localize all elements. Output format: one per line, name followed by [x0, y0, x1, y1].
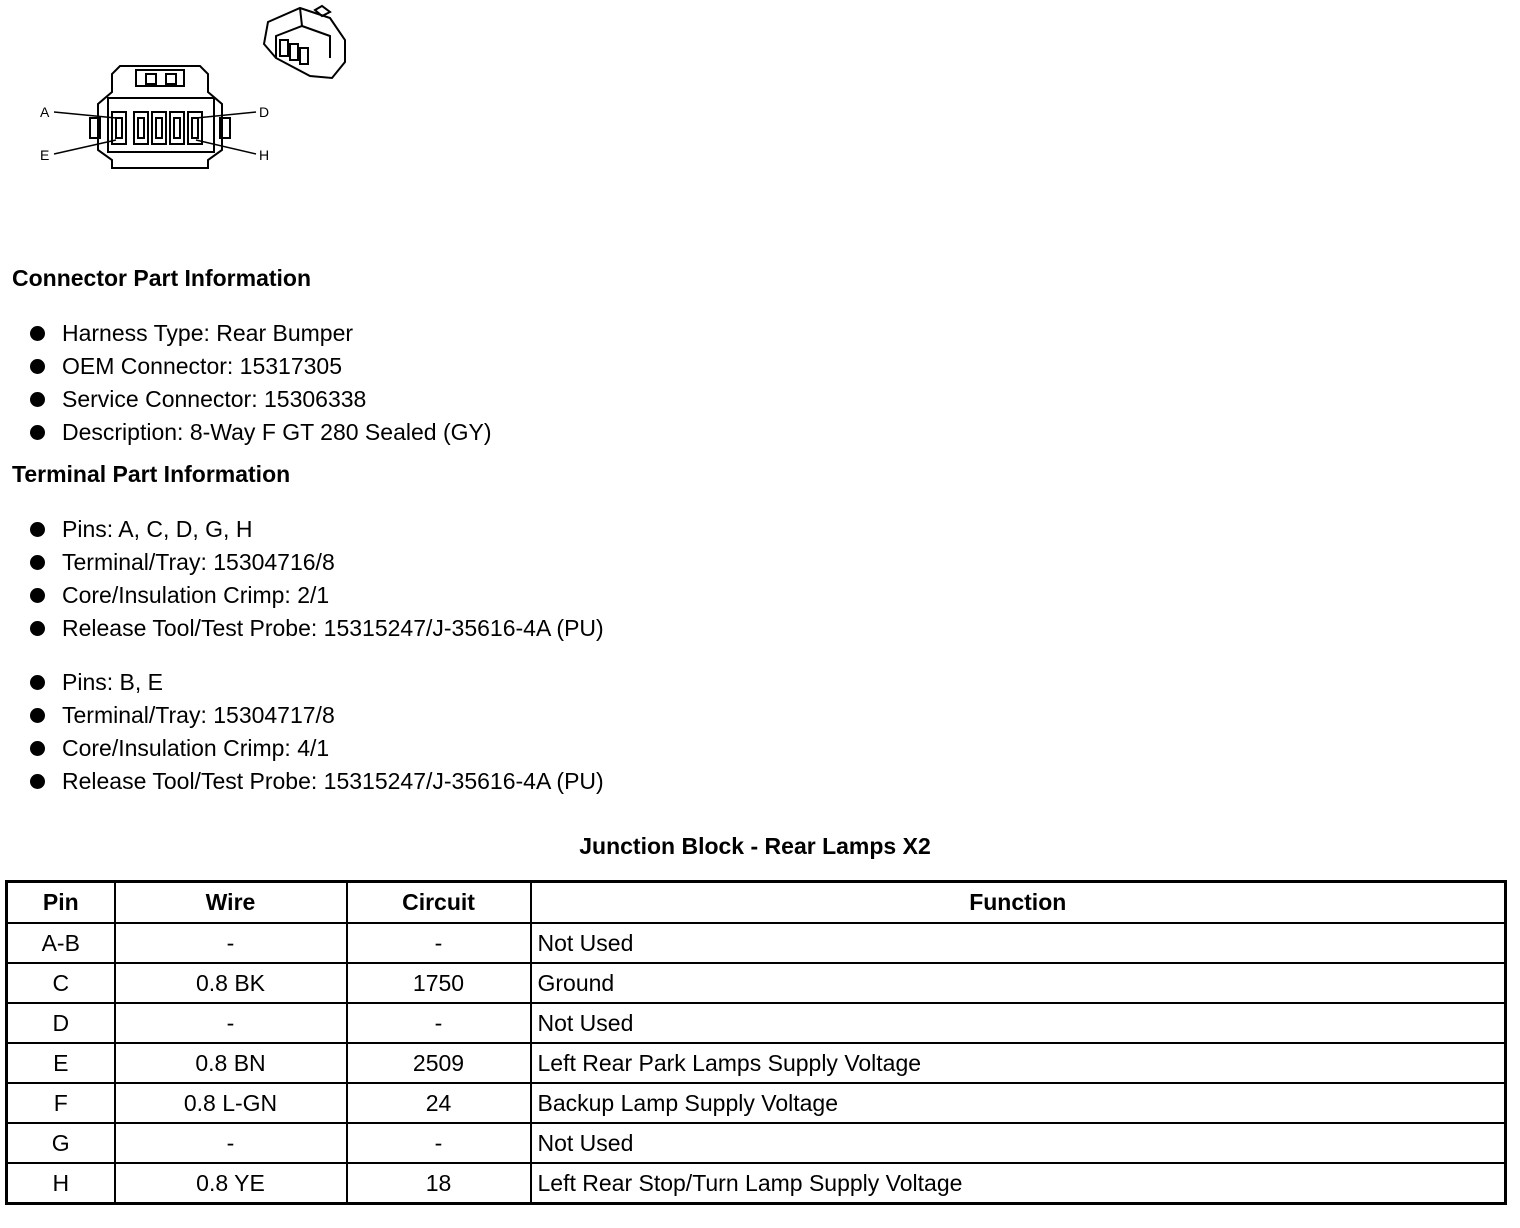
- bullet-icon: [30, 326, 45, 341]
- list-item: Release Tool/Test Probe: 15315247/J-35616-4A (PU): [28, 612, 604, 645]
- pinout-table: [5, 880, 1507, 1205]
- table-row: [7, 923, 1506, 963]
- bullet-icon: [30, 392, 45, 407]
- column-header-function: Function: [531, 882, 1506, 924]
- column-header-pin: Pin: [7, 882, 115, 924]
- list-item: Description: 8-Way F GT 280 Sealed (GY): [28, 416, 492, 449]
- bullet-icon: [30, 522, 45, 537]
- cell-function: Not Used: [531, 923, 1506, 963]
- cell-pin: A-B: [7, 923, 115, 963]
- cell-function: Not Used: [531, 1123, 1506, 1163]
- cell-wire: -: [115, 1123, 347, 1163]
- bullet-icon: [30, 675, 45, 690]
- list-item: Terminal/Tray: 15304717/8: [28, 699, 604, 732]
- pin-label-h: H: [259, 147, 270, 163]
- cell-wire: 0.8 BN: [115, 1043, 347, 1083]
- bullet-icon: [30, 708, 45, 723]
- connector-diagram: [30, 0, 370, 190]
- pin-label-e: E: [40, 147, 50, 163]
- list-item: OEM Connector: 15317305: [28, 350, 492, 383]
- cell-pin: F: [7, 1083, 115, 1123]
- terminal-part-info-list-1: [28, 513, 604, 645]
- cell-pin: E: [7, 1043, 115, 1083]
- pin-label-a: A: [40, 104, 50, 120]
- table-header-row: [7, 882, 1506, 924]
- list-item: Pins: A, C, D, G, H: [28, 513, 604, 546]
- terminal-part-info-heading: Terminal Part Information: [12, 461, 291, 487]
- cell-function: Ground: [531, 963, 1506, 1003]
- cell-circuit: 18: [347, 1163, 531, 1204]
- column-header-circuit: Circuit: [347, 882, 531, 924]
- cell-wire: -: [115, 923, 347, 963]
- bullet-icon: [30, 621, 45, 636]
- list-item: Harness Type: Rear Bumper: [28, 317, 492, 350]
- cell-circuit: -: [347, 1003, 531, 1043]
- cell-pin: D: [7, 1003, 115, 1043]
- cell-circuit: 2509: [347, 1043, 531, 1083]
- cell-circuit: -: [347, 1123, 531, 1163]
- cell-wire: 0.8 BK: [115, 963, 347, 1003]
- cell-pin: H: [7, 1163, 115, 1204]
- bullet-icon: [30, 359, 45, 374]
- cell-function: Left Rear Stop/Turn Lamp Supply Voltage: [531, 1163, 1506, 1204]
- cell-pin: C: [7, 963, 115, 1003]
- cell-circuit: 24: [347, 1083, 531, 1123]
- table-row: [7, 1163, 1506, 1204]
- table-row: [7, 1003, 1506, 1043]
- table-row: [7, 1083, 1506, 1123]
- connector-part-info-heading: Connector Part Information: [12, 265, 312, 291]
- cell-function: Left Rear Park Lamps Supply Voltage: [531, 1043, 1506, 1083]
- connector-part-info-list: [28, 317, 492, 449]
- bullet-icon: [30, 555, 45, 570]
- cell-circuit: 1750: [347, 963, 531, 1003]
- list-item: Core/Insulation Crimp: 2/1: [28, 579, 604, 612]
- connector-3d-sketch: [264, 6, 345, 78]
- cell-wire: 0.8 L-GN: [115, 1083, 347, 1123]
- pin-label-d: D: [259, 104, 270, 120]
- bullet-icon: [30, 425, 45, 440]
- list-item: Terminal/Tray: 15304716/8: [28, 546, 604, 579]
- bullet-icon: [30, 774, 45, 789]
- cell-wire: -: [115, 1003, 347, 1043]
- cell-wire: 0.8 YE: [115, 1163, 347, 1204]
- list-item: Service Connector: 15306338: [28, 383, 492, 416]
- list-item: Release Tool/Test Probe: 15315247/J-35616-4A (PU): [28, 765, 604, 798]
- table-row: [7, 1043, 1506, 1083]
- cell-function: Backup Lamp Supply Voltage: [531, 1083, 1506, 1123]
- column-header-wire: Wire: [115, 882, 347, 924]
- table-title: Junction Block - Rear Lamps X2: [579, 833, 931, 859]
- list-item: Pins: B, E: [28, 666, 604, 699]
- cell-circuit: -: [347, 923, 531, 963]
- bullet-icon: [30, 741, 45, 756]
- bullet-icon: [30, 588, 45, 603]
- cell-pin: G: [7, 1123, 115, 1163]
- cell-function: Not Used: [531, 1003, 1506, 1043]
- table-row: [7, 963, 1506, 1003]
- table-row: [7, 1123, 1506, 1163]
- terminal-part-info-list-2: [28, 666, 604, 798]
- list-item: Core/Insulation Crimp: 4/1: [28, 732, 604, 765]
